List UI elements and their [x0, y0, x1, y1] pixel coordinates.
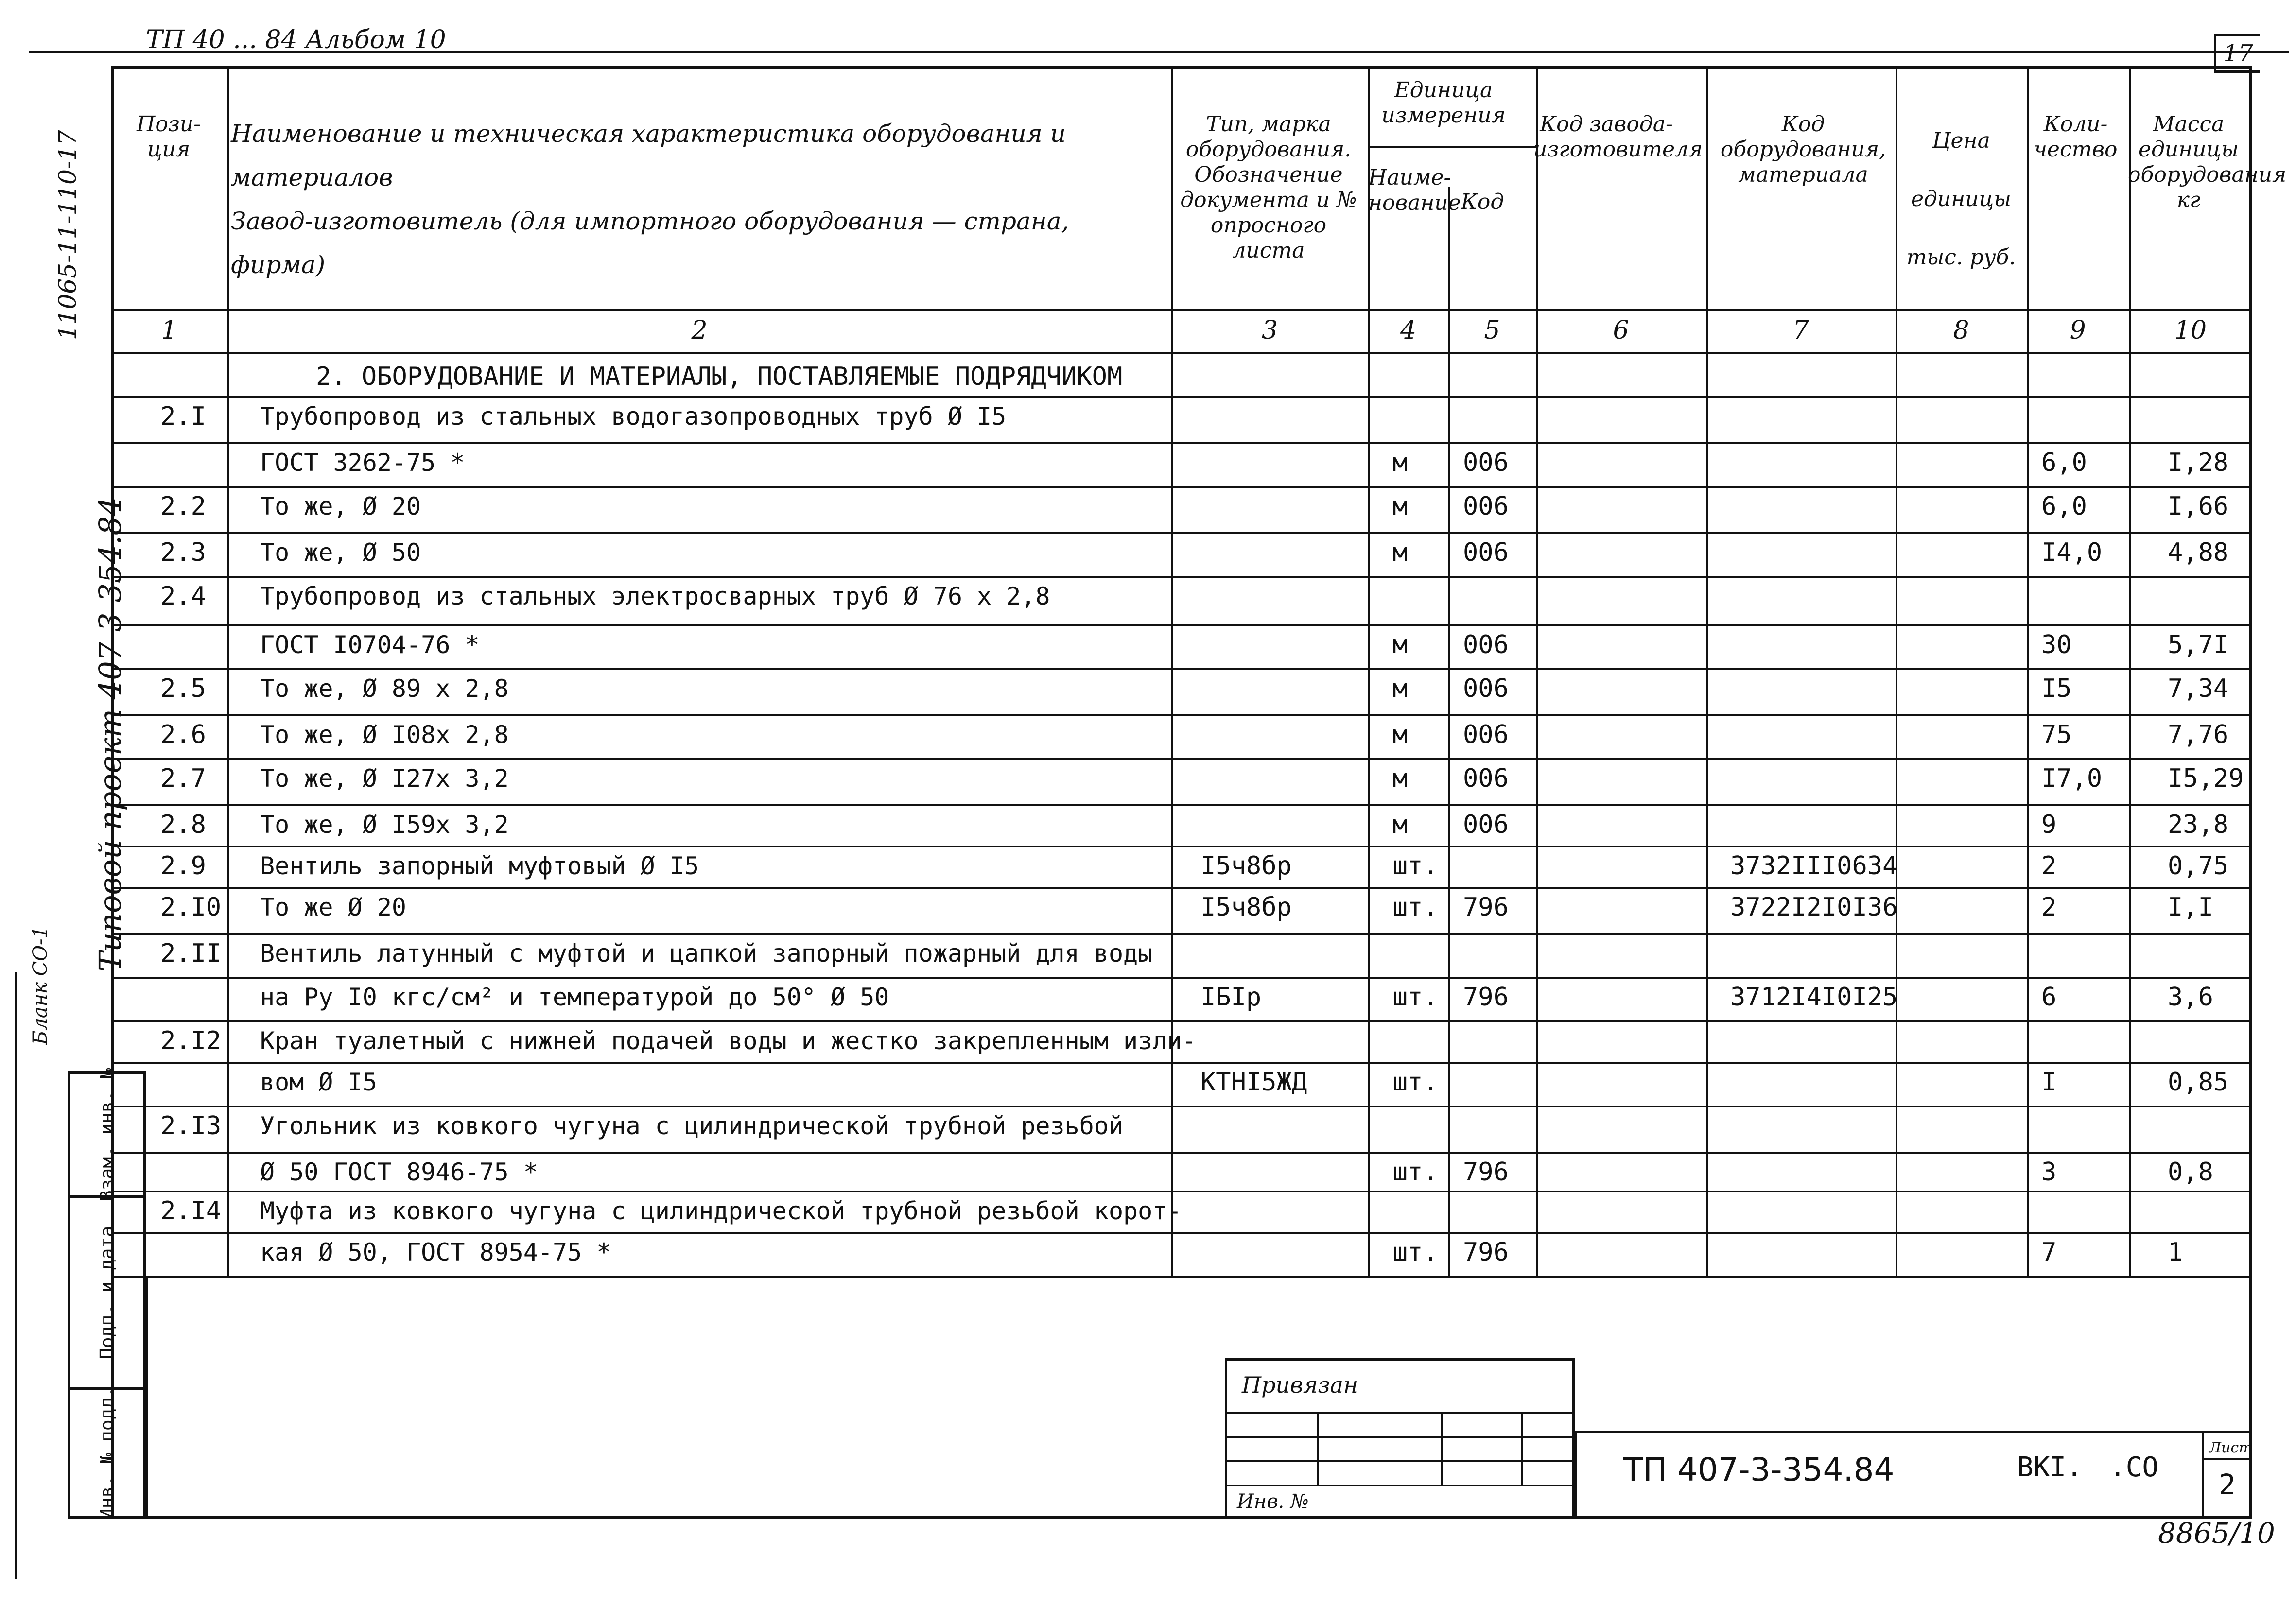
row-name: Муфта из ковкого чугуна с цилиндрической трубной резьбой корот-	[260, 1197, 1182, 1225]
row-mass: 0,8	[2168, 1158, 2213, 1187]
header-col-10: Масса единицы оборудования кг	[2128, 112, 2287, 212]
row-position: 2.6	[160, 720, 206, 749]
table-rule-horizontal	[111, 1020, 2252, 1022]
row-mass: 0,85	[2168, 1068, 2229, 1097]
header-col-4: Наиме-нование	[1368, 165, 1461, 215]
album-code: ВКI.	[2017, 1451, 2083, 1483]
row-name: Вентиль запорный муфтовый Ø I5	[260, 852, 699, 880]
table-rule-horizontal	[1368, 146, 1536, 148]
table-rule-horizontal	[111, 442, 2252, 444]
row-unit: м	[1392, 448, 1408, 477]
header-col-8: Цена единицы тыс. руб.	[1906, 128, 2016, 270]
table-rule-horizontal	[111, 846, 2252, 847]
row-quantity: 75	[2041, 720, 2072, 749]
row-type: I5ч8бр	[1200, 893, 1292, 922]
row-unit: шт.	[1392, 1158, 1438, 1187]
order-number: 8865/10	[2158, 1517, 2275, 1550]
table-rule-horizontal	[111, 714, 2252, 716]
row-name: То же, Ø I59x 3,2	[260, 811, 509, 839]
row-mass: I,66	[2168, 492, 2229, 521]
table-rule-horizontal	[111, 1276, 2252, 1278]
row-mass: 7,76	[2168, 720, 2229, 749]
row-position: 2.I0	[160, 893, 222, 922]
row-material-code: 3712I4I0I25	[1730, 983, 1898, 1012]
row-quantity: I5	[2041, 674, 2072, 703]
table-rule-horizontal	[111, 309, 2252, 311]
row-name: Кран туалетный с нижней подачей воды и жестко закрепленным изли-	[260, 1027, 1197, 1055]
header-units-group: Единица измерения	[1381, 78, 1506, 128]
row-unit-code: 006	[1463, 448, 1509, 477]
table-rule-horizontal	[111, 933, 2252, 935]
row-name: ГОСТ 3262-75 *	[260, 449, 465, 477]
row-position: 2.3	[160, 538, 206, 567]
side-box-inventory: Инв. № подл.	[68, 1387, 146, 1519]
inventory-label: Инв. №	[1237, 1490, 1309, 1513]
table-rule-horizontal	[111, 668, 2252, 670]
table-rule-horizontal	[111, 352, 2252, 354]
row-unit-code: 796	[1463, 983, 1509, 1012]
row-position: 2.I3	[160, 1111, 222, 1140]
side-box-signature: Подп. и дата	[68, 1195, 146, 1390]
row-unit-code: 006	[1463, 492, 1509, 521]
table-rule-vertical	[1536, 66, 1538, 1276]
row-unit-code: 006	[1463, 630, 1509, 659]
header-col-9: Коли-чество	[2034, 112, 2118, 162]
row-type: I5ч8бр	[1200, 851, 1292, 881]
row-name: Ø 50 ГОСТ 8946-75 *	[260, 1158, 538, 1186]
column-number: 5	[1484, 316, 1500, 345]
row-quantity: I	[2041, 1068, 2057, 1097]
header-col-2: Наименование и техническая характеристика оборудования и материалов Завод-изготовитель (для импортного оборудования — страна, фирма)	[231, 120, 1069, 279]
column-number: 3	[1261, 316, 1278, 345]
table-rule-vertical	[1706, 66, 1708, 1276]
row-quantity: 30	[2041, 630, 2072, 659]
row-quantity: 6,0	[2041, 492, 2087, 521]
row-name: Угольник из ковкого чугуна с цилиндрической трубной резьбой	[260, 1112, 1124, 1140]
top-caption: ТП 40 ... 84 Альбом 10	[146, 25, 446, 54]
row-quantity: I4,0	[2041, 538, 2103, 567]
row-mass: I,28	[2168, 448, 2229, 477]
column-number: 1	[161, 316, 177, 345]
row-unit: шт.	[1392, 851, 1438, 881]
table-rule-horizontal	[111, 576, 2252, 578]
table-rule-horizontal	[111, 532, 2252, 534]
table-rule-horizontal	[111, 1232, 2252, 1234]
header-col-1: Пози- ция	[136, 112, 201, 162]
row-position: 2.4	[160, 582, 206, 611]
row-unit-code: 006	[1463, 810, 1509, 839]
left-note-project: Типовой проект 407-3-354.84	[92, 497, 128, 972]
row-unit: шт.	[1392, 1068, 1438, 1097]
row-quantity: 6	[2041, 983, 2057, 1012]
table-rule-vertical	[2129, 66, 2131, 1276]
row-unit: шт.	[1392, 893, 1438, 922]
column-number: 10	[2174, 316, 2207, 345]
table-rule-horizontal	[111, 804, 2252, 806]
row-unit-code: 006	[1463, 720, 1509, 749]
table-rule-horizontal	[111, 1191, 2252, 1192]
row-unit: шт.	[1392, 983, 1438, 1012]
row-name: То же Ø 20	[260, 893, 407, 921]
column-number: 6	[1613, 316, 1629, 345]
row-name: Трубопровод из стальных водогазопроводных труб Ø I5	[260, 402, 1007, 431]
table-rule-vertical	[1448, 187, 1450, 1276]
table-rule-horizontal	[111, 887, 2252, 889]
row-unit: м	[1392, 492, 1408, 521]
row-mass: 4,88	[2168, 538, 2229, 567]
table-rule-vertical	[1368, 66, 1370, 1276]
section-title: 2. ОБОРУДОВАНИЕ И МАТЕРИАЛЫ, ПОСТАВЛЯЕМЫЕ ПОДРЯДЧИКОМ	[316, 362, 1123, 391]
row-unit: м	[1392, 810, 1408, 839]
column-number: 2	[691, 316, 708, 345]
row-position: 2.II	[160, 939, 222, 968]
column-number: 8	[1953, 316, 1969, 345]
row-unit: м	[1392, 630, 1408, 659]
header-col-3: Тип, марка оборудования. Обозначение документа и № опросного листа	[1180, 112, 1357, 263]
table-rule-horizontal	[111, 1152, 2252, 1154]
header-col-5: Код	[1461, 190, 1504, 214]
project-code: ТП 407-3-354.84	[1623, 1451, 1895, 1488]
row-quantity: 9	[2041, 810, 2057, 839]
row-unit: м	[1392, 538, 1408, 567]
row-material-code: 3732III0634	[1730, 851, 1898, 881]
row-name: То же, Ø I08x 2,8	[260, 721, 509, 749]
row-name: Трубопровод из стальных электросварных труб Ø 76 x 2,8	[260, 582, 1050, 610]
row-quantity: 2	[2041, 893, 2057, 922]
left-note-form: Бланк СО-1	[29, 926, 52, 1045]
left-note-code: 11065-11-110-17	[53, 130, 82, 340]
row-name: кая Ø 50, ГОСТ 8954-75 *	[260, 1238, 611, 1266]
sheet-number: 2	[2219, 1468, 2236, 1501]
table-rule-horizontal	[111, 396, 2252, 398]
row-mass: I,I	[2168, 893, 2213, 922]
row-mass: 7,34	[2168, 674, 2229, 703]
row-name: ГОСТ I0704-76 *	[260, 631, 480, 659]
table-rule-horizontal	[111, 1062, 2252, 1064]
row-mass: 5,7I	[2168, 630, 2229, 659]
table-rule-vertical	[2027, 66, 2029, 1276]
side-box-replacement: Взам. инв. №	[68, 1071, 146, 1198]
row-unit: м	[1392, 720, 1408, 749]
row-unit-code: 006	[1463, 674, 1509, 703]
row-position: 2.7	[160, 764, 206, 793]
row-position: 2.5	[160, 674, 206, 703]
column-number: 7	[1792, 316, 1809, 345]
row-unit-code: 006	[1463, 538, 1509, 567]
table-rule-horizontal	[111, 624, 2252, 626]
sheet-label: Лист	[2209, 1439, 2253, 1456]
column-number: 4	[1400, 316, 1417, 345]
row-mass: 3,6	[2168, 983, 2213, 1012]
row-quantity: 2	[2041, 851, 2057, 881]
row-type: КТНI5ЖД	[1200, 1068, 1307, 1097]
row-position: 2.I2	[160, 1026, 222, 1055]
table-rule-horizontal	[111, 977, 2252, 979]
header-col-6: Код завода-изготовителя	[1533, 112, 1703, 162]
row-type: IБIр	[1200, 983, 1262, 1012]
row-position: 2.I	[160, 402, 206, 431]
row-position: 2.2	[160, 492, 206, 521]
document-code: .СО	[2109, 1451, 2159, 1483]
column-number: 9	[2070, 316, 2086, 345]
row-mass: 23,8	[2168, 810, 2229, 839]
table-rule-vertical	[146, 1276, 148, 1519]
table-rule-vertical	[1896, 66, 1897, 1276]
table-rule-horizontal	[111, 1106, 2252, 1107]
row-unit: м	[1392, 674, 1408, 703]
left-binding-line	[15, 972, 17, 1579]
row-name: То же, Ø 89 x 2,8	[260, 674, 509, 703]
row-unit-code: 006	[1463, 764, 1509, 793]
row-position: 2.I4	[160, 1196, 222, 1226]
table-rule-vertical	[227, 66, 229, 1276]
row-position: 2.9	[160, 851, 206, 881]
row-position: 2.8	[160, 810, 206, 839]
row-name: То же, Ø 20	[260, 492, 421, 520]
table-rule-horizontal	[111, 758, 2252, 760]
row-material-code: 3722I2I0I36	[1730, 893, 1898, 922]
row-quantity: 3	[2041, 1158, 2057, 1187]
table-rule-vertical	[1171, 66, 1173, 1276]
row-name: То же, Ø I27x 3,2	[260, 764, 509, 793]
header-col-7: Код оборудования, материала	[1720, 112, 1886, 187]
row-mass: I5,29	[2168, 764, 2244, 793]
row-mass: 1	[2168, 1238, 2183, 1267]
row-name: вом Ø I5	[260, 1068, 377, 1096]
row-unit: м	[1392, 764, 1408, 793]
row-name: То же, Ø 50	[260, 538, 421, 567]
row-quantity: I7,0	[2041, 764, 2103, 793]
row-unit: шт.	[1392, 1238, 1438, 1267]
table-rule-horizontal	[111, 486, 2252, 488]
row-unit-code: 796	[1463, 1238, 1509, 1267]
row-mass: 0,75	[2168, 851, 2229, 881]
row-unit-code: 796	[1463, 1158, 1509, 1187]
row-unit-code: 796	[1463, 893, 1509, 922]
row-quantity: 7	[2041, 1238, 2057, 1267]
row-name: на Ру I0 кгс/см² и температурой до 50° Ø 50	[260, 983, 889, 1011]
row-quantity: 6,0	[2041, 448, 2087, 477]
page-number: 17	[2214, 34, 2260, 73]
row-name: Вентиль латунный с муфтой и цапкой запорный пожарный для воды	[260, 939, 1153, 968]
binding-label: Привязан	[1242, 1372, 1358, 1398]
